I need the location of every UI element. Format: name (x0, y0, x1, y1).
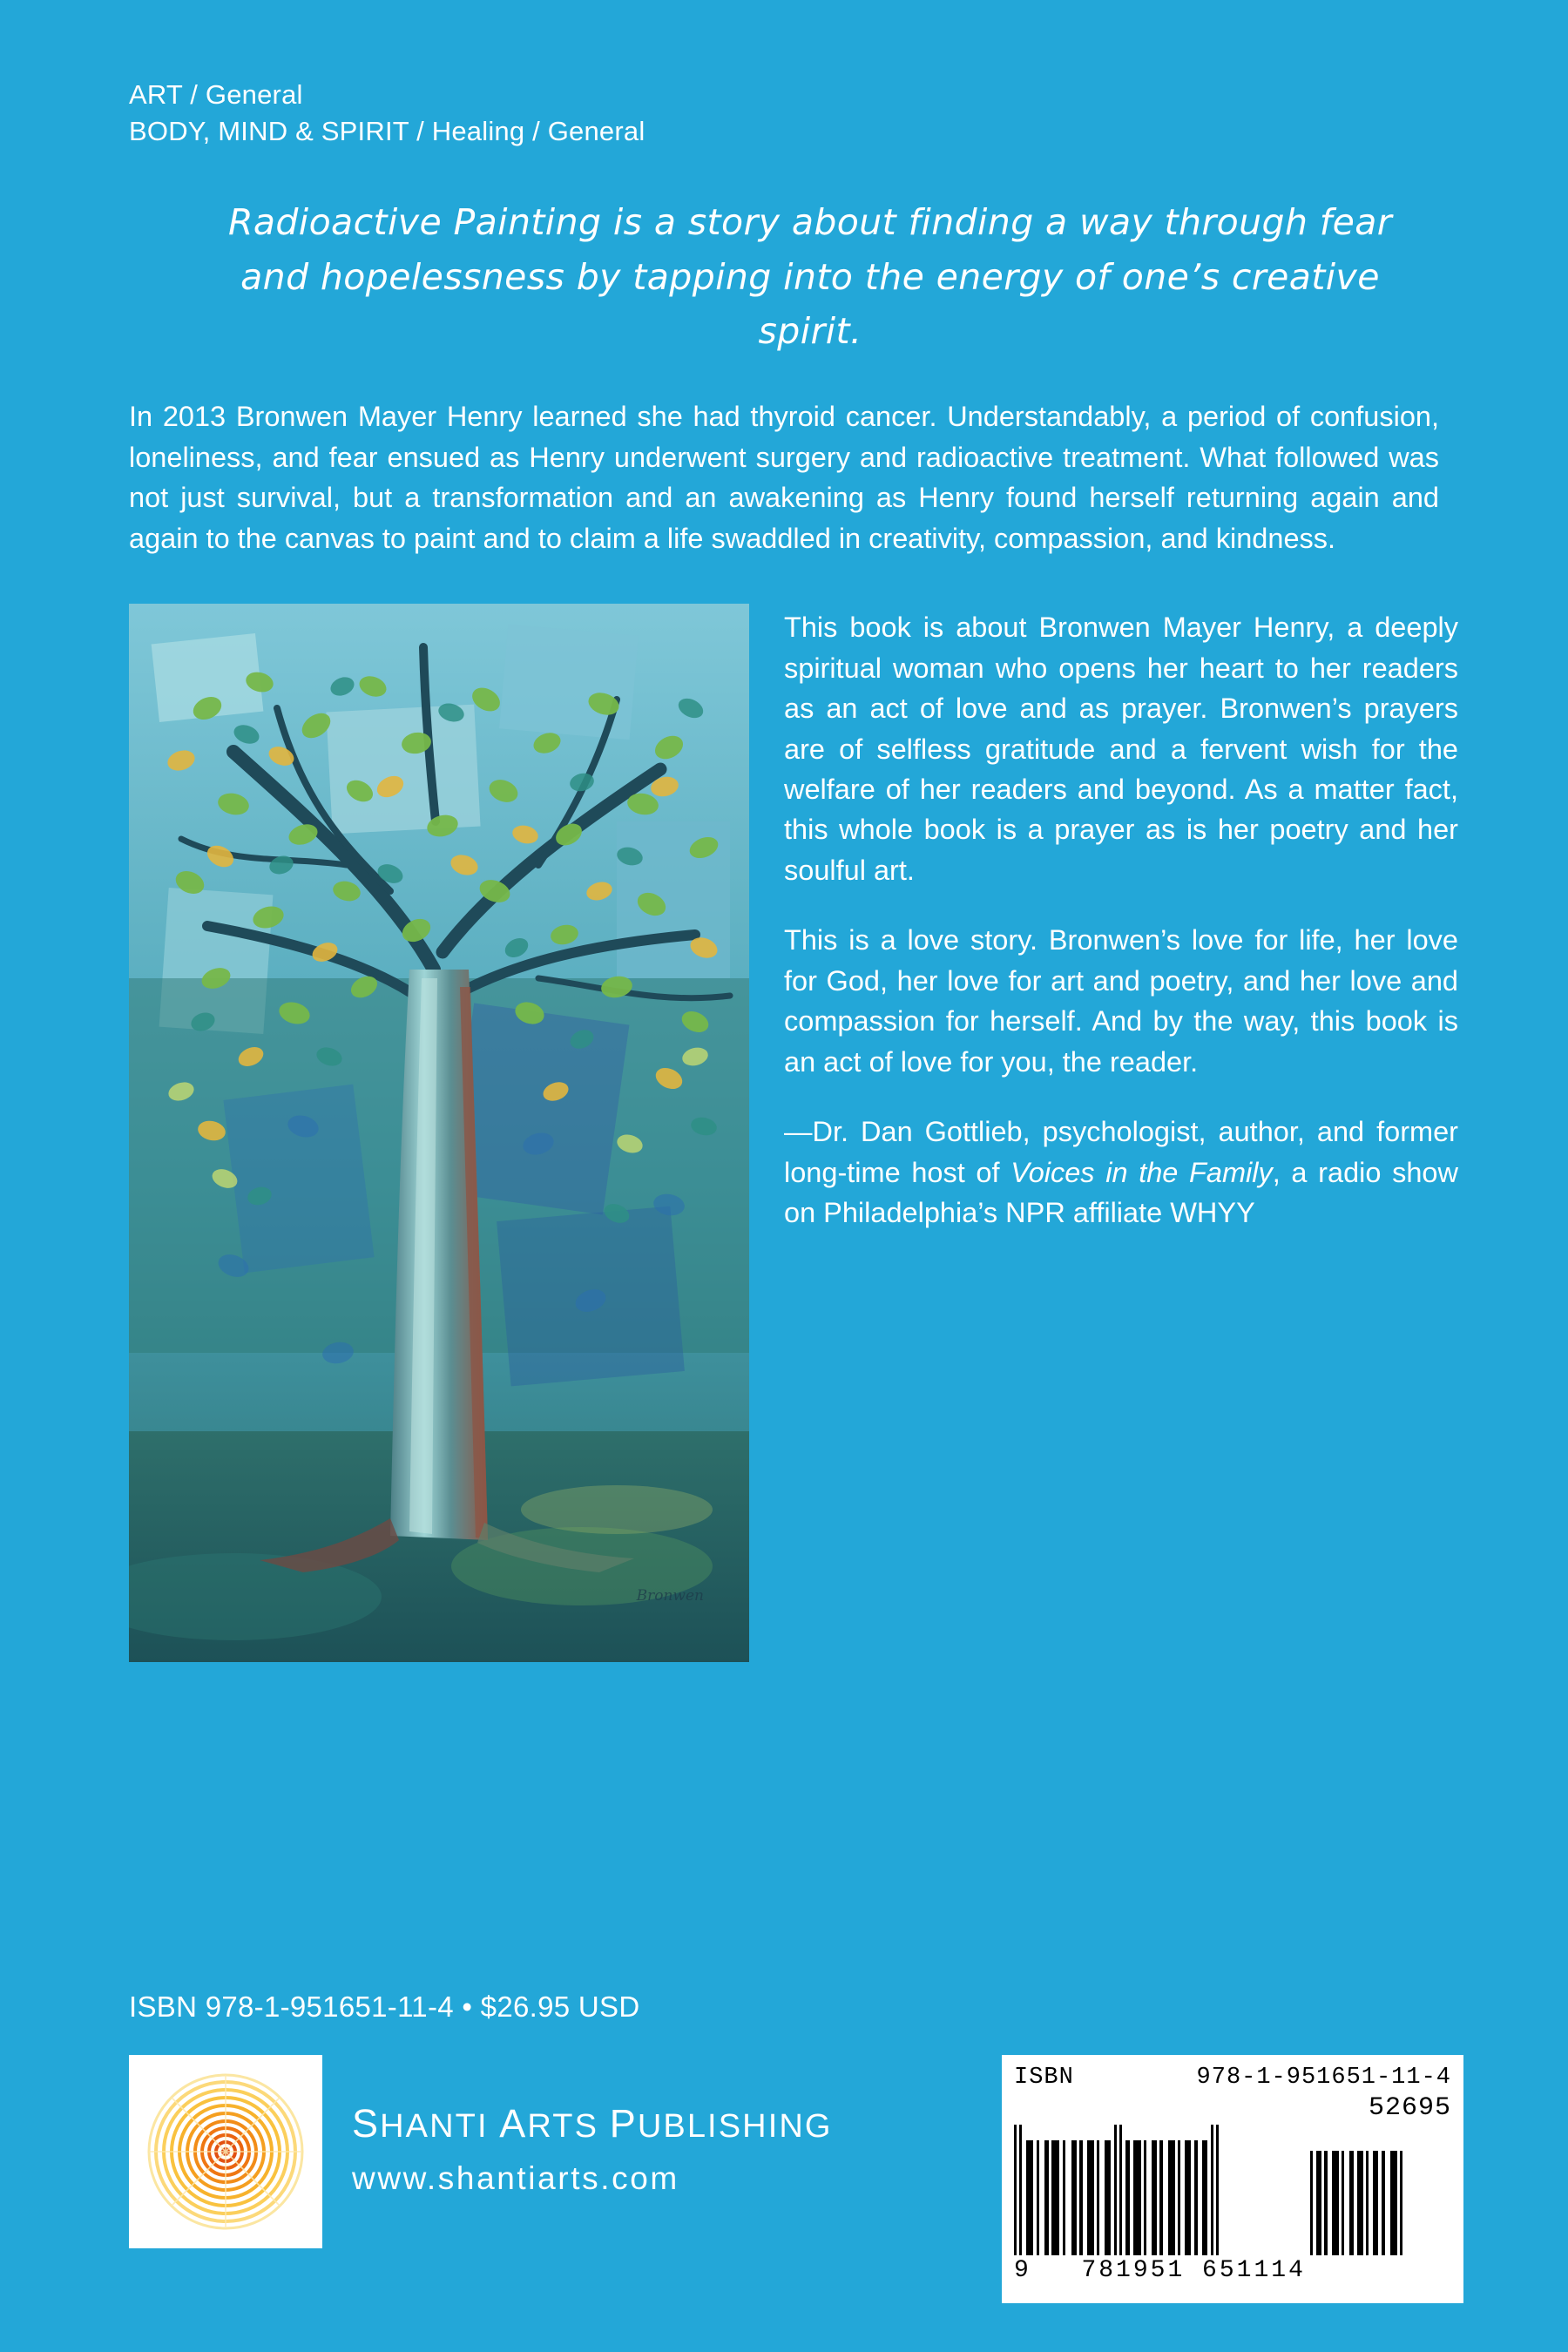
attribution-part-2: , a radio show on Philadelphia’s NPR affiliate WHYY (784, 1156, 1458, 1229)
barcode (1002, 2055, 1463, 2303)
barcode-isbn-label: ISBN (1014, 2065, 1074, 2091)
publisher-name-hanti: HANTI (380, 2108, 500, 2145)
ean5-addon-bars (1310, 2125, 1441, 2255)
barcode-digits-main: 781951 651114 (1081, 2256, 1306, 2284)
sun-spiral-icon (139, 2065, 313, 2239)
shanti-arts-sun-logo (129, 2055, 322, 2248)
ean13-bars (1014, 2125, 1301, 2255)
book-tagline: Radioactive Painting is a story about finding a way through fear and hopelessness by tapping into the energy of one’s creative spirit. (227, 201, 1393, 352)
barcode-isbn-number: 978-1-951651-11-4 (1196, 2065, 1451, 2091)
publisher-website[interactable]: www.shantiarts.com (352, 2160, 679, 2196)
cover-painting (129, 604, 749, 1662)
isbn-price-line: ISBN 978-1-951651-11-4 • $26.95 USD (129, 1990, 640, 2023)
barcode-bars-group (1014, 2125, 1451, 2255)
category-line-2: BODY, MIND & SPIRIT / Healing / General (129, 116, 645, 147)
review-paragraph-2: This is a love story. Bronwen’s love for life, her love for God, her love for art and poetry, and her love and compassion for herself. And by the way, this book is an act of love for you, the reader. (784, 924, 1458, 1078)
publisher-name (352, 2101, 833, 2146)
publisher-name-s: S (352, 2101, 381, 2146)
barcode-addon-number: 52695 (1368, 2092, 1451, 2123)
middle-section (129, 604, 1463, 1662)
footer-row (129, 2055, 1463, 2303)
tree-painting-artwork (129, 604, 749, 1662)
publisher-name-p: P (609, 2101, 638, 2146)
attribution-show-title: Voices in the Family (1010, 1156, 1273, 1188)
artist-signature: Bronwen (636, 1587, 704, 1605)
publisher-name-rts: RTS (527, 2108, 610, 2145)
barcode-header (1014, 2065, 1451, 2092)
book-description: In 2013 Bronwen Mayer Henry learned she had thyroid cancer. Understandably, a period of confusion, loneliness, and fear ensued as Henry underwent surgery and radioactive treatment. What followed was not just survival, but a transformation and an awakening as Henry found herself returning again and again to the canvas to paint and to claim a life swaddled in creativity, compassion, and kindness. (129, 401, 1439, 554)
footer (129, 1990, 1463, 2303)
review-paragraph-1: This book is about Bronwen Mayer Henry, a deeply spiritual woman who opens her heart to her readers as an act of love and as prayer. Bronwen’s prayers are of selfless gratitude and a fervent wish for the welfare of her readers and beyond. As a matter fact, this whole book is a prayer as is her poetry and her soulful art. (784, 612, 1458, 886)
attribution-part-1: —Dr. Dan Gottlieb, psychologist, author, and former long-time host of (784, 1116, 1458, 1188)
painting-container (129, 604, 749, 1662)
publisher-text (352, 2101, 833, 2202)
barcode-digits (1014, 2257, 1451, 2284)
review-attribution (784, 1112, 1458, 1233)
review-column (784, 604, 1463, 1263)
bisac-categories (129, 77, 1463, 150)
category-line-1: ART / General (129, 79, 303, 110)
publisher-block (129, 2055, 833, 2248)
barcode-digit-left: 9 (1014, 2256, 1031, 2284)
publisher-name-ublishing: UBLISHING (637, 2108, 833, 2145)
publisher-name-a: A (499, 2101, 528, 2146)
